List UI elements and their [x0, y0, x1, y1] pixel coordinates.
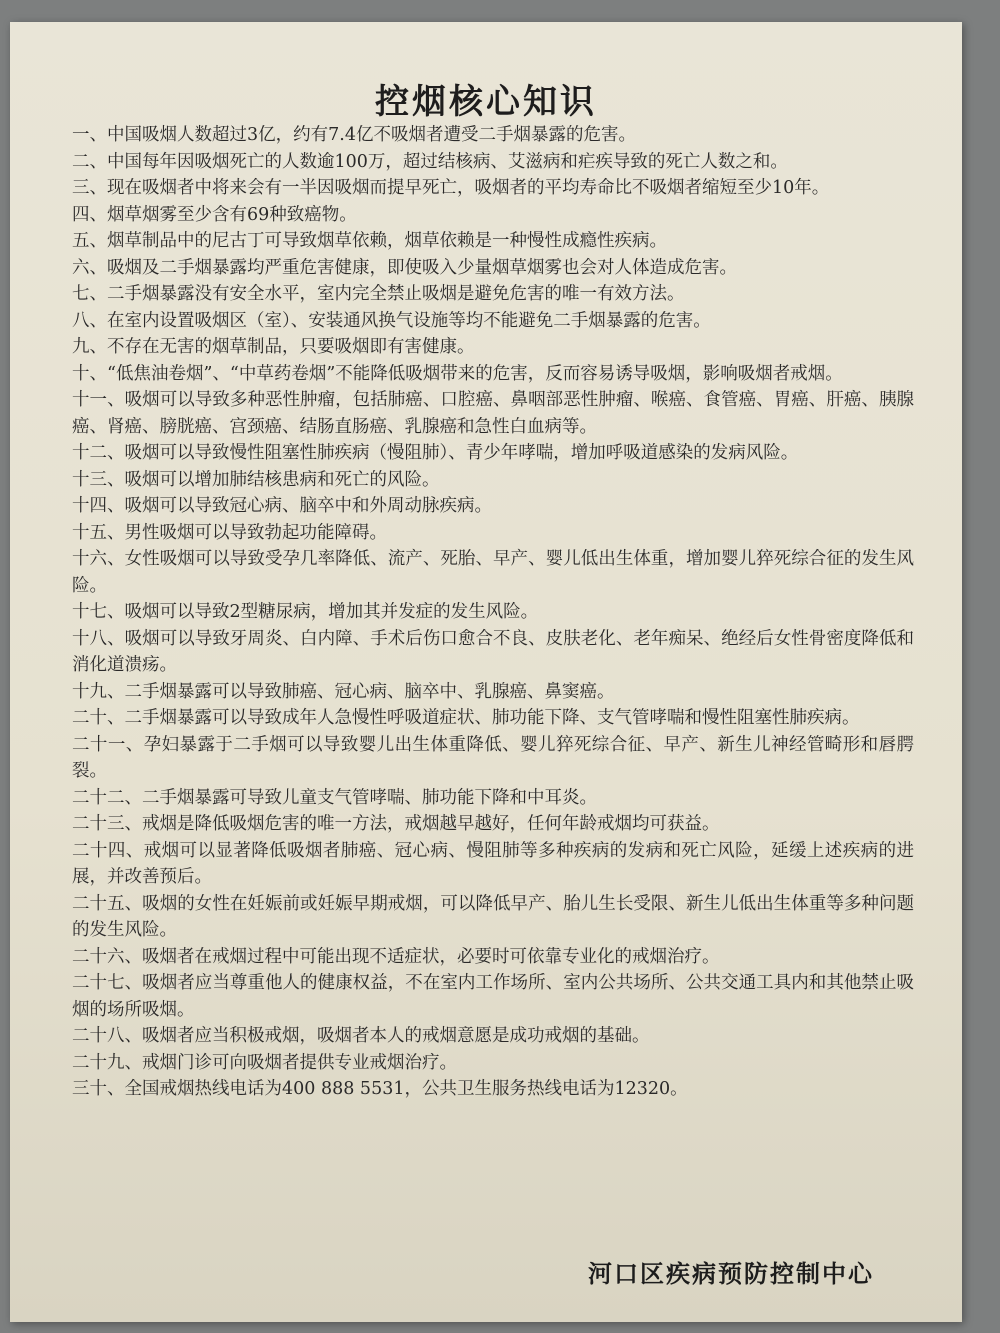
list-item: 二十五、吸烟的女性在妊娠前或妊娠早期戒烟，可以降低早产、胎儿生长受限、新生儿低出生体重等多种问题的发生风险。 [72, 893, 914, 940]
list-item: 一、中国吸烟人数超过3亿，约有7.4亿不吸烟者遭受二手烟暴露的危害。 [72, 125, 636, 145]
list-item: 九、不存在无害的烟草制品，只要吸烟即有害健康。 [72, 337, 475, 357]
list-item: 八、在室内设置吸烟区（室）、安装通风换气设施等均不能避免二手烟暴露的危害。 [72, 310, 711, 331]
list-item: 二十二、二手烟暴露可导致儿童支气管哮喘、肺功能下降和中耳炎。 [72, 787, 597, 808]
list-item: 二十六、吸烟者在戒烟过程中可能出现不适症状，必要时可依靠专业化的戒烟治疗。 [72, 946, 720, 967]
list-item: 十三、吸烟可以增加肺结核患病和死亡的风险。 [72, 469, 440, 490]
issuing-organization: 河口区疾病预防控制中心 [588, 1259, 874, 1288]
list-item: 二十四、戒烟可以显著降低吸烟者肺癌、冠心病、慢阻肺等多种疾病的发病和死亡风险，延缓上述疾病的进展，并改善预后。 [72, 840, 914, 887]
list-item: 十六、女性吸烟可以导致受孕几率降低、流产、死胎、早产、婴儿低出生体重，增加婴儿猝死综合征的发生风险。 [72, 549, 914, 596]
list-item: 二十三、戒烟是降低吸烟危害的唯一方法，戒烟越早越好，任何年龄戒烟均可获益。 [72, 814, 720, 834]
list-item: 十二、吸烟可以导致慢性阻塞性肺疾病（慢阻肺）、青少年哮喘，增加呼吸道感染的发病风险。 [72, 443, 799, 463]
list-item: 二十九、戒烟门诊可向吸烟者提供专业戒烟治疗。 [72, 1052, 457, 1073]
knowledge-list [72, 122, 914, 1103]
list-item: 六、吸烟及二手烟暴露均严重危害健康，即使吸入少量烟草烟雾也会对人体造成危害。 [72, 257, 737, 278]
list-item: 十九、二手烟暴露可以导致肺癌、冠心病、脑卒中、乳腺癌、鼻窦癌。 [72, 681, 615, 702]
list-item: 十、“低焦油卷烟”、“中草药卷烟”不能降低吸烟带来的危害，反而容易诱导吸烟，影响吸烟者戒烟。 [72, 363, 843, 384]
list-item: 十八、吸烟可以导致牙周炎、白内障、手术后伤口愈合不良、皮肤老化、老年痴呆、绝经后女性骨密度降低和消化道溃疡。 [72, 628, 914, 675]
list-item: 四、烟草烟雾至少含有69种致癌物。 [72, 204, 357, 225]
list-item: 二十一、孕妇暴露于二手烟可以导致婴儿出生体重降低、婴儿猝死综合征、早产、新生儿神经管畸形和唇腭裂。 [72, 734, 914, 781]
list-item: 二十八、吸烟者应当积极戒烟，吸烟者本人的戒烟意愿是成功戒烟的基础。 [72, 1026, 650, 1046]
document-sheet [10, 22, 962, 1322]
list-item: 十一、吸烟可以导致多种恶性肿瘤，包括肺癌、口腔癌、鼻咽部恶性肿瘤、喉癌、食管癌、胃癌、肝癌、胰腺癌、肾癌、膀胱癌、宫颈癌、结肠直肠癌、乳腺癌和急性白血病等。 [72, 390, 914, 437]
list-item: 十四、吸烟可以导致冠心病、脑卒中和外周动脉疾病。 [72, 496, 492, 516]
list-item: 五、烟草制品中的尼古丁可导致烟草依赖，烟草依赖是一种慢性成瘾性疾病。 [72, 231, 667, 251]
list-item: 二、中国每年因吸烟死亡的人数逾100万，超过结核病、艾滋病和疟疾导致的死亡人数之和。 [72, 151, 788, 172]
list-item: 十七、吸烟可以导致2型糖尿病，增加其并发症的发生风险。 [72, 602, 539, 622]
list-item: 十五、男性吸烟可以导致勃起功能障碍。 [72, 522, 387, 543]
document-title: 控烟核心知识 [375, 82, 597, 122]
list-item: 七、二手烟暴露没有安全水平，室内完全禁止吸烟是避免危害的唯一有效方法。 [72, 284, 685, 304]
list-item: 二十、二手烟暴露可以导致成年人急慢性呼吸道症状、肺功能下降、支气管哮喘和慢性阻塞性肺疾病。 [72, 708, 860, 728]
list-item: 三、现在吸烟者中将来会有一半因吸烟而提早死亡，吸烟者的平均寿命比不吸烟者缩短至少10年。 [72, 178, 830, 198]
list-item: 三十、全国戒烟热线电话为400 888 5531，公共卫生服务热线电话为12320。 [72, 1079, 688, 1099]
list-item: 二十七、吸烟者应当尊重他人的健康权益，不在室内工作场所、室内公共场所、公共交通工具内和其他禁止吸烟的场所吸烟。 [72, 973, 914, 1020]
